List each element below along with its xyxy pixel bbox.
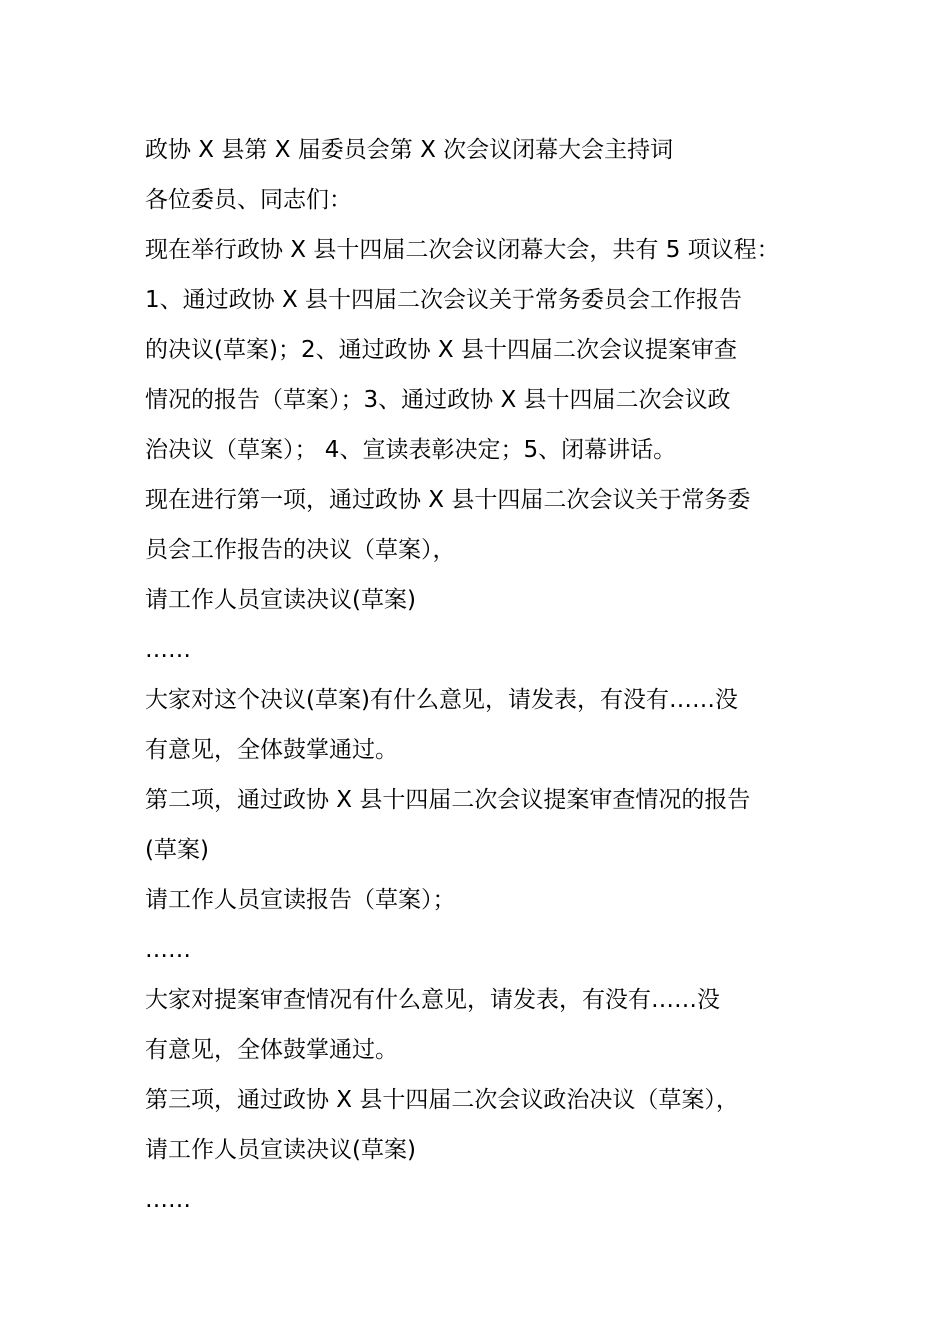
paragraph-line: 现在举行政协 X 县十四届二次会议闭幕大会，共有 5 项议程： — [145, 237, 780, 263]
paragraph-line: 第三项，通过政协 X 县十四届二次会议政治决议（草案）， — [145, 1087, 739, 1113]
ellipsis-line: …… — [145, 937, 191, 963]
ellipsis-line: …… — [145, 637, 191, 663]
document-title: 政协 X 县第 X 届委员会第 X 次会议闭幕大会主持词 — [145, 137, 674, 163]
paragraph-line: 第二项，通过政协 X 县十四届二次会议提案审查情况的报告 — [145, 787, 751, 813]
ellipsis-line: …… — [145, 1187, 191, 1213]
paragraph-line: 1、通过政协 X 县十四届二次会议关于常务委员会工作报告 — [145, 287, 743, 313]
paragraph-line: 大家对提案审查情况有什么意见，请发表，有没有……没 — [145, 987, 720, 1013]
salutation: 各位委员、同志们： — [145, 187, 352, 213]
paragraph-line: 现在进行第一项，通过政协 X 县十四届二次会议关于常务委 — [145, 487, 751, 513]
paragraph-line: 请工作人员宣读决议(草案) — [145, 587, 416, 613]
paragraph-line: 员会工作报告的决议（草案）， — [145, 537, 456, 563]
paragraph-line: (草案) — [145, 837, 209, 863]
paragraph-line: 大家对这个决议(草案)有什么意见，请发表，有没有……没 — [145, 687, 738, 713]
paragraph-line: 有意见，全体鼓掌通过。 — [145, 737, 398, 763]
paragraph-line: 的决议(草案)；2、通过政协 X 县十四届二次会议提案审查 — [145, 337, 737, 363]
paragraph-line: 请工作人员宣读决议(草案) — [145, 1137, 416, 1163]
document-body — [145, 125, 835, 1225]
paragraph-line: 治决议（草案）； 4、宣读表彰决定；5、闭幕讲话。 — [145, 437, 677, 463]
paragraph-line: 有意见，全体鼓掌通过。 — [145, 1037, 398, 1063]
paragraph-line: 请工作人员宣读报告（草案）； — [145, 887, 456, 913]
paragraph-line: 情况的报告（草案）；3、通过政协 X 县十四届二次会议政 — [145, 387, 731, 413]
